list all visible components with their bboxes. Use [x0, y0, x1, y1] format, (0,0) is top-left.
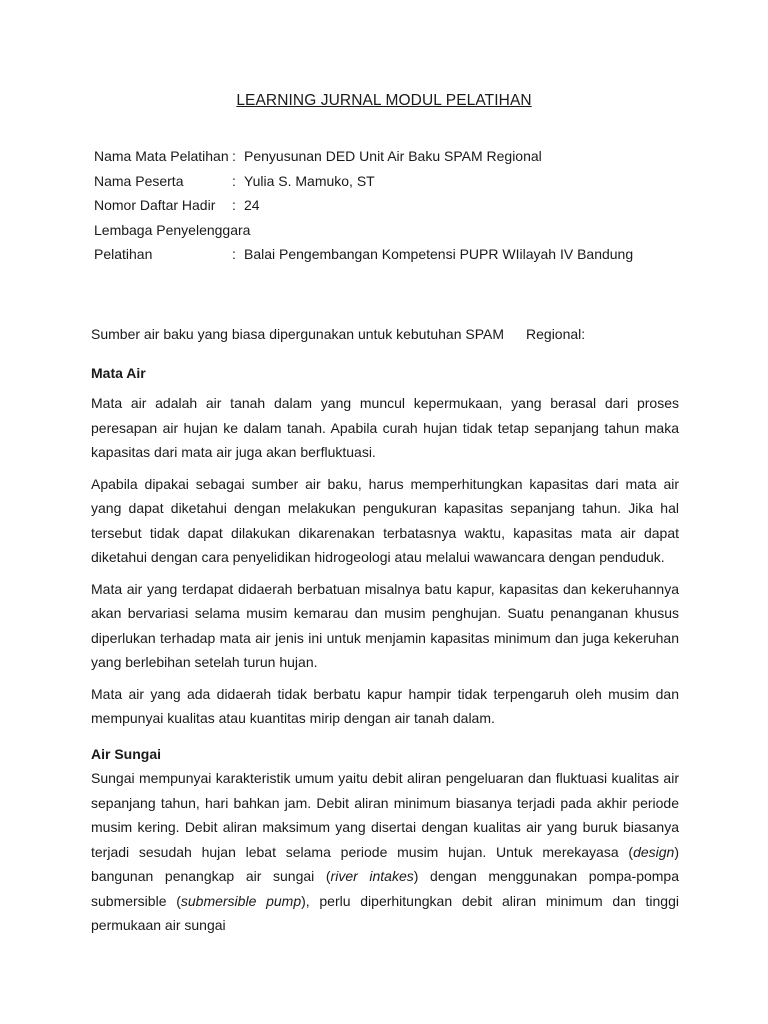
info-value: Yulia S. Mamuko, ST — [244, 172, 375, 189]
italic-term: river intakes — [330, 868, 414, 884]
intro-sentence — [91, 322, 679, 347]
info-colon: : — [232, 246, 236, 262]
text-segment: ) bangunan penangkap air sungai ( — [91, 843, 679, 884]
info-colon: : — [232, 172, 236, 189]
training-info — [94, 144, 714, 267]
paragraph: Mata air yang terdapat didaerah berbatuan misalnya batu kapur, kapasitas dan kekeruhannya akan bervariasi selama musim kemarau dan musim penghujan. Suatu penanganan khusus diperlukan terhadap mata air jenis ini untuk menjamin kapasitas minimum dan juga kekeruhan yang berlebihan setelah turun hujan. — [91, 580, 679, 670]
info-label: Pelatihan — [94, 246, 153, 262]
info-label: Nomor Daftar Hadir — [94, 197, 216, 213]
page-title: LEARNING JURNAL MODUL PELATIHAN — [236, 92, 532, 109]
info-value: Penyusunan DED Unit Air Baku SPAM Regional — [244, 148, 542, 164]
info-row-course — [94, 144, 714, 169]
info-label: Nama Mata Pelatihan — [94, 148, 229, 164]
info-row-attendance — [94, 193, 714, 218]
text-segment: Sungai mempunyai karakteristik umum yaitu debit aliran pengeluaran dan fluktuasi kualitas air sepanjang tahun, hari bahkan jam. Debit aliran minimum biasanya terjadi pada akhir periode musim kering. Debit aliran maksimum yang disertai dengan kualitas air yang buruk biasanya terjadi sesudah hujan lebat selama periode musim hujan. Untuk merekayasa ( — [91, 770, 679, 860]
document-body — [91, 322, 679, 938]
info-value: 24 — [244, 197, 260, 213]
info-colon: : — [232, 197, 236, 213]
info-row-participant — [94, 169, 714, 194]
italic-term: submersible pump — [180, 892, 302, 909]
info-label: Lembaga Penyelenggara — [94, 221, 251, 238]
intro-text: Sumber air baku yang biasa dipergunakan untuk kebutuhan SPAM — [91, 326, 505, 342]
info-label: Nama Peserta — [94, 172, 184, 189]
info-colon: : — [232, 148, 236, 164]
info-row-institution — [94, 218, 714, 243]
italic-term: design — [633, 843, 675, 860]
paragraph — [91, 766, 679, 938]
text-segment: ) dengan menggunakan pompa-pompa submersible ( — [91, 868, 680, 909]
paragraph: Mata air yang ada didaerah tidak berbatu kapur hampir tidak terpengaruh oleh musim dan mempunyai kualitas atau kuantitas mirip dengan air tanah dalam. — [91, 685, 679, 726]
paragraph: Apabila dipakai sebagai sumber air baku, harus memperhitungkan kapasitas dari mata air yang dapat diketahui dengan melakukan pengukuran kapasitas sepanjang tahun. Jika hal tersebut tidak dapat dilakukan dikarenakan terbatasnya waktu, kapasitas mata air dapat diketahui dengan cara penyelidikan hidrogeologi atau melalui wawancara dengan penduduk. — [91, 475, 679, 565]
info-row-training — [94, 242, 714, 267]
paragraph: Mata air adalah air tanah dalam yang muncul kepermukaan, yang berasal dari proses peresapan air hujan ke dalam tanah. Apabila curah hujan tidak tetap sepanjang tahun maka kapasitas dari mata air juga akan berfluktuasi. — [91, 395, 679, 460]
intro-text-end: Regional: — [526, 326, 586, 342]
section-heading-mata-air: Mata Air — [91, 364, 146, 381]
text-segment: ), perlu diperhitungkan debit aliran minimum dan tinggi permukaan air sungai — [91, 892, 679, 933]
section-heading-air-sungai: Air Sungai — [91, 745, 162, 762]
info-value: Balai Pengembangan Kompetensi PUPR WIilayah IV Bandung — [244, 246, 634, 262]
